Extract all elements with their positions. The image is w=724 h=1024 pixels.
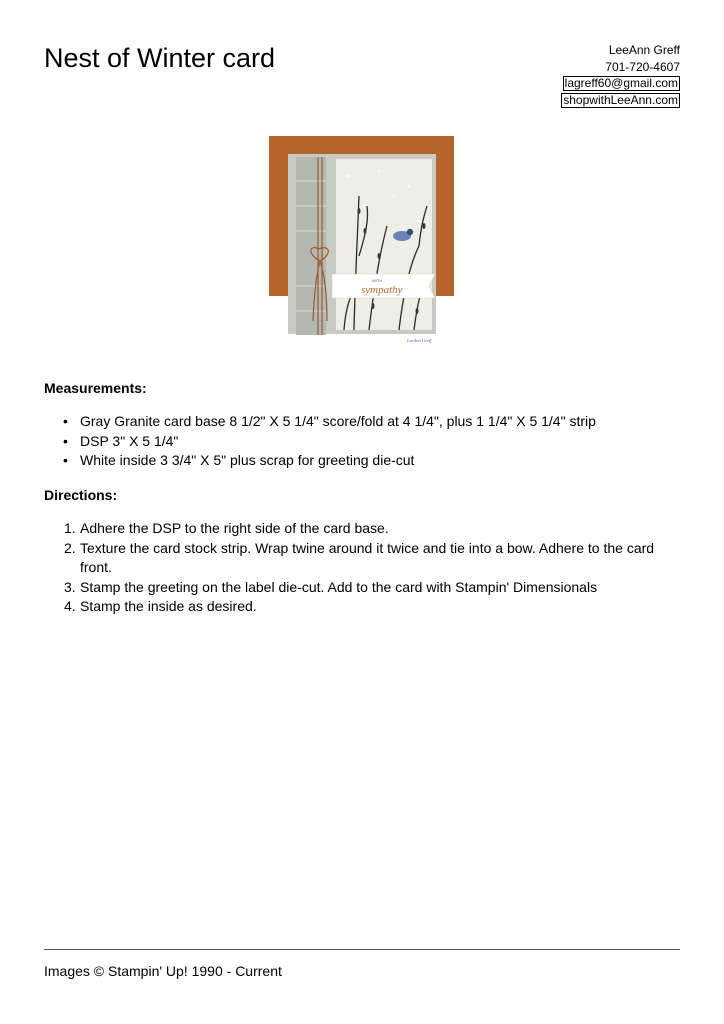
signature: LeeAnn Greff [407, 338, 432, 343]
footer-divider [44, 949, 680, 950]
website-link[interactable]: shopwithLeeAnn.com [563, 92, 678, 107]
directions-list [44, 519, 680, 617]
list-item: • Gray Granite card base 8 1/2" X 5 1/4" score/fold at 4 1/4", plus 1 1/4" X 5 1/4" strip [44, 412, 680, 432]
contact-name: LeeAnn Greff [608, 43, 680, 57]
directions-heading: Directions: [44, 487, 118, 503]
footer-copyright: Images © Stampin' Up! 1990 - Current [44, 963, 282, 979]
list-item: • DSP 3" X 5 1/4" [44, 432, 680, 452]
list-item: 2. Texture the card stock strip. Wrap twine around it twice and tie into a bow. Adhere to the card front. [64, 539, 655, 575]
greeting-small: WITH [372, 278, 383, 283]
page-title: Nest of Winter card [44, 43, 276, 73]
greeting-script: sympathy [361, 284, 403, 296]
list-item: • White inside 3 3/4" X 5" plus scrap for greeting die-cut [44, 451, 680, 471]
contact-block [561, 42, 680, 108]
measurements-heading: Measurements: [44, 380, 147, 396]
list-item: 3. Stamp the greeting on the label die-cut. Add to the card with Stampin' Dimensionals [64, 578, 598, 595]
list-item: 4. Stamp the inside as desired. [64, 598, 257, 614]
list-item: 1. Adhere the DSP to the right side of the card base. [64, 520, 389, 536]
card-photo [269, 136, 454, 356]
measurements-list [44, 412, 680, 471]
contact-phone: 701-720-4607 [605, 59, 680, 74]
card-illustration [269, 136, 454, 356]
email-link[interactable]: lagreff60@gmail.com [564, 76, 678, 90]
